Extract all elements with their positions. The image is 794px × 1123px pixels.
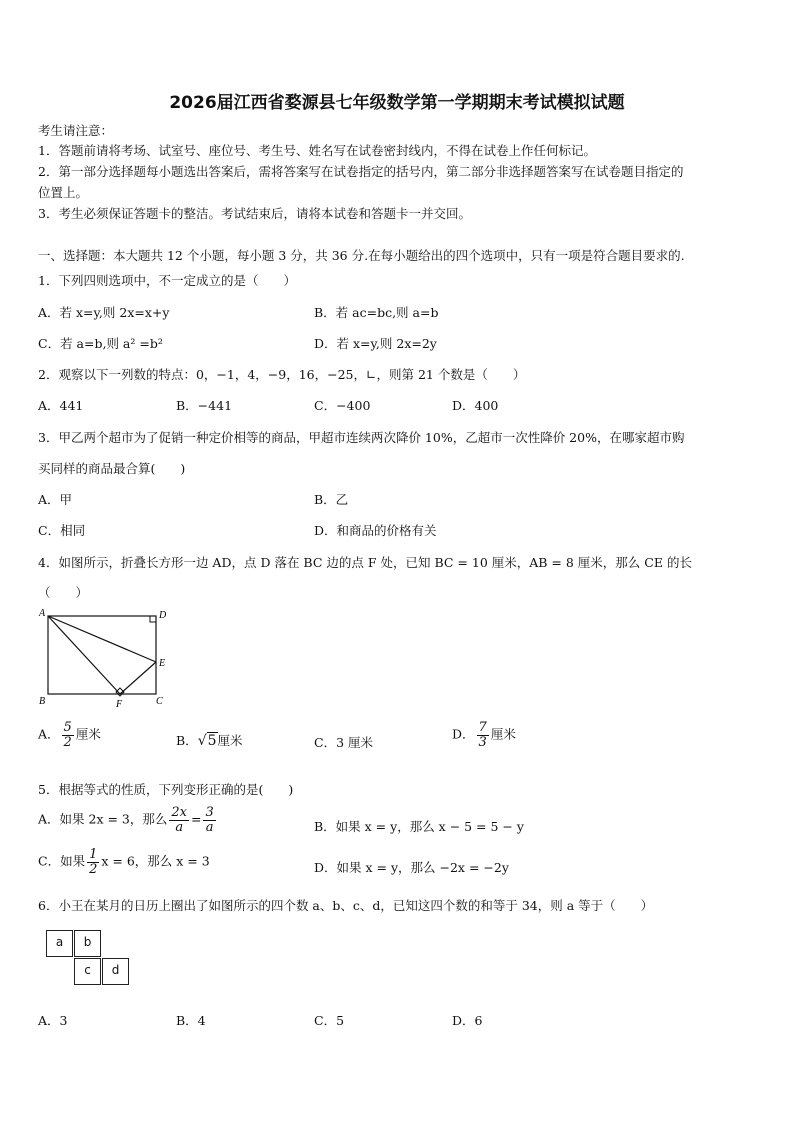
q1-option-c: C．若 a=b,则 a² =b² [38, 336, 163, 351]
label-a: A [39, 608, 46, 619]
label-e: E [159, 658, 166, 669]
notice-item-2: 2．第一部分选择题每小题选出答案后，需将答案写在试卷指定的括号内，第二部分非选择题答案写在试卷题目指定的 [38, 164, 684, 179]
q1-option-a: A．若 x=y,则 2x=x+y [38, 305, 170, 320]
notice-item-3: 3．考生必须保证答题卡的整洁。考试结束后，请将本试卷和答题卡一并交回。 [38, 206, 471, 221]
q1-option-b: B．若 ac=bc,则 a=b [314, 305, 439, 320]
q6-option-c: C．5 [314, 1013, 345, 1028]
label-c: C [156, 696, 163, 707]
segment-af [48, 616, 120, 694]
q5-stem: 5．根据等式的性质，下列变形正确的是( ) [38, 782, 294, 797]
q3-option-c: C．相同 [38, 523, 86, 538]
q6-stem: 6．小王在某月的日历上圈出了如图所示的四个数 a、b、c、d，已知这四个数的和等于 34，则 a 等于（ ） [38, 898, 654, 913]
q4-option-c: C．3 厘米 [314, 735, 373, 750]
q4-option-a: A． $\frac{5}{2}$ 厘米 [38, 720, 101, 750]
right-angle-d [150, 616, 156, 622]
q3-stem-line1: 3．甲乙两个超市为了促销一种定价相等的商品，甲超市连续两次降价 10%，乙超市一次性降价 20%，在哪家超市购 [38, 430, 685, 445]
q6-option-d: D．6 [452, 1013, 483, 1028]
q5-option-a: A．如果 2x = 3，那么 $\frac{2x}{a}$ = $\frac{3}{a}$ [38, 805, 214, 835]
q5-option-d: D．如果 x = y，那么 −2x = −2y [314, 860, 509, 875]
segment-ae [48, 616, 156, 662]
q2-stem: 2．观察以下一列数的特点：0，−1，4，−9，16，−25，∟，则第 21 个数是（ ） [38, 367, 526, 382]
q1-option-d: D．若 x=y,则 2x=2y [314, 336, 437, 351]
q5-option-b: B．如果 x = y，那么 x − 5 = 5 − y [314, 819, 524, 834]
q3-option-b: B．乙 [314, 492, 349, 507]
q4-option-b: B．√5厘米 [176, 733, 243, 749]
label-d: D [159, 610, 167, 621]
q2-option-a: A．441 [38, 398, 84, 413]
q5-option-c: C．如果 $\frac{1}{2}$ x = 6，那么 x = 3 [38, 847, 210, 877]
notice-header: 考生请注意： [38, 123, 114, 138]
calendar-cell-b: b [74, 930, 101, 957]
q6-option-a: A．3 [38, 1013, 68, 1028]
section-heading: 一、选择题：本大题共 12 个小题，每小题 3 分，共 36 分.在每小题给出的四个选项中，只有一项是符合题目要求的. [38, 248, 685, 263]
calendar-cell-d: d [102, 958, 129, 985]
q3-option-d: D．和商品的价格有关 [314, 523, 437, 538]
q4-option-d: D． $\frac{7}{3}$ 厘米 [452, 720, 516, 750]
calendar-cell-c: c [74, 958, 101, 985]
q2-option-b: B．−441 [176, 398, 233, 413]
notice-item-2-cont: 位置上。 [38, 185, 89, 200]
fold-rectangle-figure [36, 606, 176, 710]
q1-stem: 1．下列四则选项中，不一定成立的是（ ） [38, 273, 296, 288]
segment-fe [120, 662, 156, 694]
q3-option-a: A．甲 [38, 492, 73, 507]
q4-stem-line2: （ ） [38, 585, 89, 600]
page-title: 2026届江西省婺源县七年级数学第一学期期末考试模拟试题 [169, 93, 625, 113]
calendar-cell-a: a [46, 930, 73, 957]
label-f: F [116, 699, 123, 710]
q3-stem-line2: 买同样的商品最合算( ) [38, 461, 186, 476]
q2-option-c: C．−400 [314, 398, 371, 413]
notice-item-1: 1．答题前请将考场、试室号、座位号、考生号、姓名写在试卷密封线内，不得在试卷上作任何标记。 [38, 143, 596, 158]
q2-option-d: D．400 [452, 398, 499, 413]
label-b: B [39, 696, 46, 707]
q6-option-b: B．4 [176, 1013, 206, 1028]
q4-stem-line1: 4．如图所示，折叠长方形一边 AD，点 D 落在 BC 边的点 F 处，已知 BC = 10 厘米，AB = 8 厘米，那么 CE 的长 [38, 555, 692, 570]
